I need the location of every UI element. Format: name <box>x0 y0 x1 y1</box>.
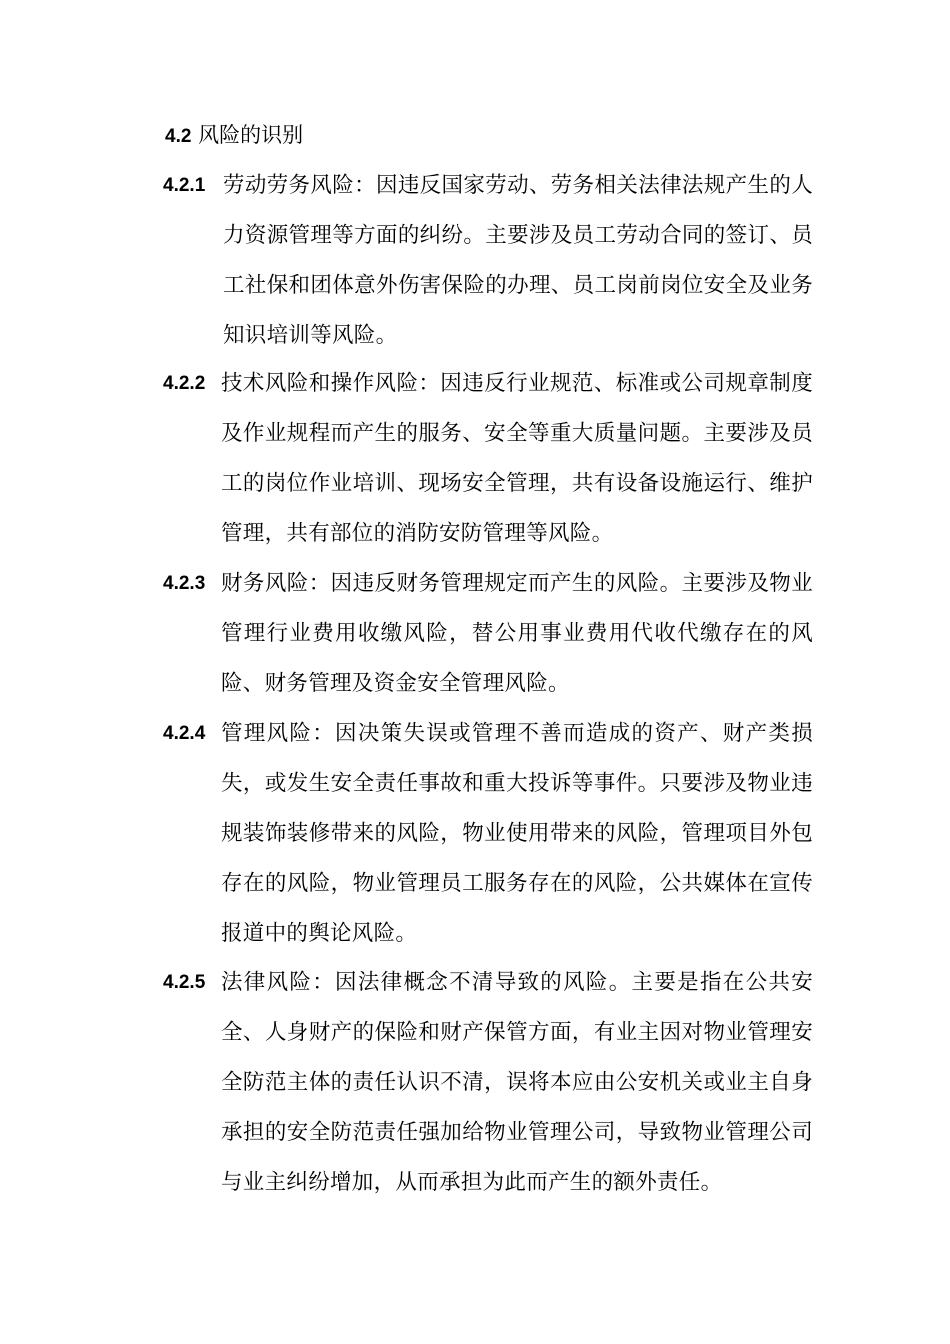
item-text: 法律风险：因法律概念不清导致的风险。主要是指在公共安全、人身财产的保险和财产保管方面，有业主因对物业管理安全防范主体的责任认识不清，误将本应由公安机关或业主自身承担的安全防范责任强加给物业管理公司，导致物业管理公司与业主纠纷增加，从而承担为此而产生的额外责任。 <box>221 970 813 1195</box>
section-heading <box>165 117 303 155</box>
item-number: 4.2.5 <box>163 972 206 993</box>
item-text: 劳动劳务风险：因违反国家劳动、劳务相关法律法规产生的人力资源管理等方面的纠纷。主要涉及员工劳动合同的签订、员工社保和团体意外伤害保险的办理、员工岗前岗位安全及业务知识培训等风险。 <box>223 173 813 348</box>
item-number: 4.2.4 <box>163 723 206 744</box>
list-item <box>163 709 813 959</box>
section-number: 4.2 <box>165 126 192 147</box>
section-title: 风险的识别 <box>198 123 304 147</box>
item-number: 4.2.2 <box>163 373 206 394</box>
item-number: 4.2.1 <box>163 175 206 196</box>
list-item <box>163 559 813 709</box>
item-text: 财务风险：因违反财务管理规定而产生的风险。主要涉及物业管理行业费用收缴风险，替公用事业费用代收代缴存在的风险、财务管理及资金安全管理风险。 <box>221 571 813 696</box>
item-text: 技术风险和操作风险：因违反行业规范、标准或公司规章制度及作业规程而产生的服务、安全等重大质量问题。主要涉及员工的岗位作业培训、现场安全管理，共有设备设施运行、维护管理，共有部位的消防安防管理等风险。 <box>221 371 813 546</box>
item-number: 4.2.3 <box>163 573 206 594</box>
list-item <box>163 359 813 559</box>
list-item <box>163 161 813 361</box>
list-item <box>163 958 813 1208</box>
item-text: 管理风险：因决策失误或管理不善而造成的资产、财产类损失，或发生安全责任事故和重大投诉等事件。只要涉及物业违规装饰装修带来的风险，物业使用带来的风险，管理项目外包存在的风险，物业管理员工服务存在的风险，公共媒体在宣传报道中的舆论风险。 <box>221 721 813 946</box>
